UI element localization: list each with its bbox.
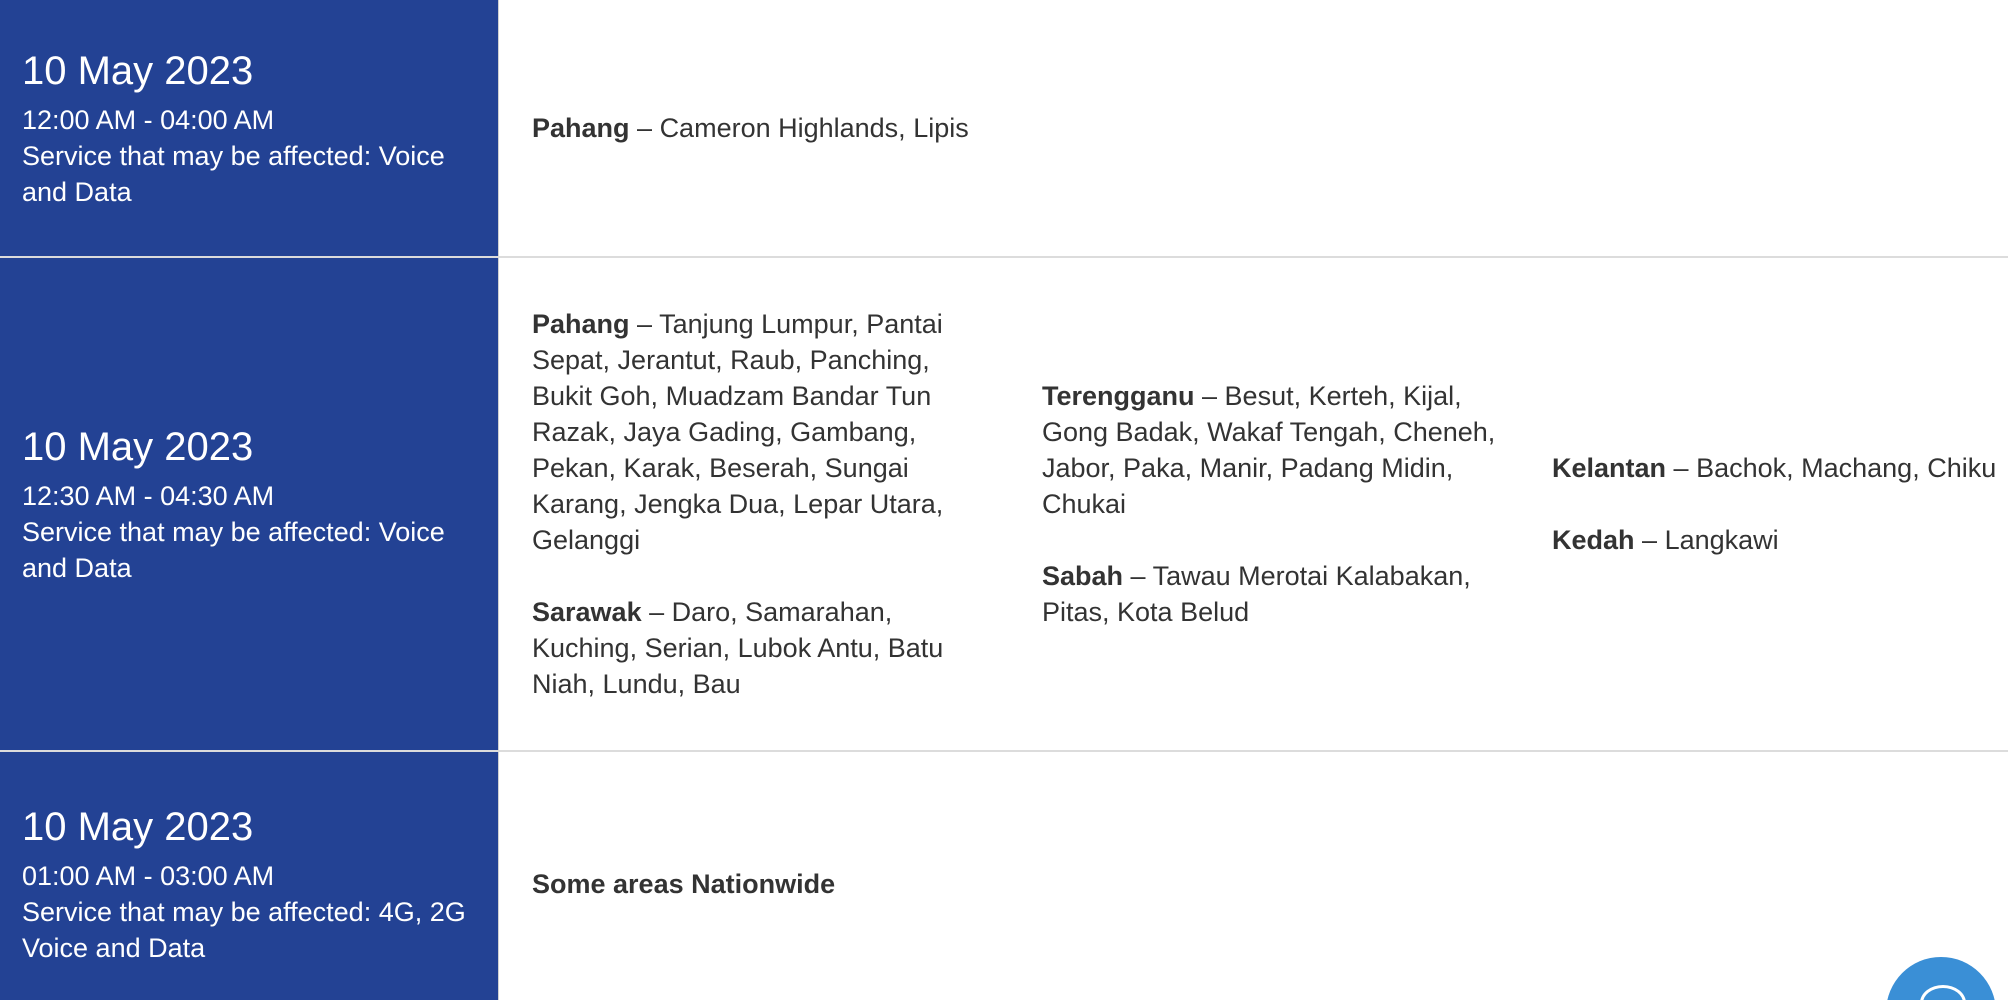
schedule-time: 12:00 AM - 04:00 AM	[22, 105, 275, 135]
nationwide-areas: Some areas Nationwide	[532, 869, 836, 899]
affected-service: Service that may be affected: 4G, 2G Voice and Data	[22, 897, 466, 963]
region-name: Sabah	[1042, 561, 1124, 591]
schedule-time-panel	[0, 0, 499, 256]
region-areas: Daro, Samarahan, Kuching, Serian, Lubok Antu, Batu Niah, Lundu, Bau	[532, 597, 944, 699]
area-column	[1552, 450, 2008, 558]
region-areas: Tawau Merotai Kalabakan, Pitas, Kota Belud	[1042, 561, 1471, 627]
schedule-row	[0, 752, 2008, 1000]
region-separator: –	[629, 113, 660, 143]
schedule-date: 10 May 2023	[22, 425, 254, 469]
schedule-time: 01:00 AM - 03:00 AM	[22, 861, 275, 891]
region-entry	[532, 594, 982, 702]
schedule-date: 10 May 2023	[22, 49, 254, 93]
region-areas: Langkawi	[1664, 525, 1779, 555]
region-name: Sarawak	[532, 597, 642, 627]
schedule-row	[0, 0, 2008, 258]
area-column	[1042, 378, 1552, 630]
affected-service: Service that may be affected: Voice and Data	[22, 517, 445, 583]
region-separator: –	[1666, 453, 1697, 483]
region-separator: –	[629, 309, 660, 339]
region-separator: –	[1634, 525, 1665, 555]
region-separator: –	[641, 597, 672, 627]
schedule-date: 10 May 2023	[22, 805, 254, 849]
area-column	[532, 110, 969, 146]
region-name: Kedah	[1552, 525, 1635, 555]
region-areas: Cameron Highlands, Lipis	[659, 113, 969, 143]
region-entry	[1552, 522, 2008, 558]
region-separator: –	[1123, 561, 1153, 591]
region-name: Pahang	[532, 113, 630, 143]
affected-service: Service that may be affected: Voice and Data	[22, 141, 445, 207]
region-areas: Tanjung Lumpur, Pantai Sepat, Jerantut, Raub, Panching, Bukit Goh, Muadzam Bandar Tun Razak, Jaya Gading, Gambang, Pekan, Karak, Beserah, Sungai Karang, Jengka Dua, Lepar Utara, Gelanggi	[532, 309, 944, 555]
schedule-row	[0, 258, 2008, 752]
schedule-time: 12:30 AM - 04:30 AM	[22, 481, 275, 511]
region-entry	[1552, 450, 2008, 486]
schedule-time-panel	[0, 752, 499, 1000]
region-areas: Bachok, Machang, Chiku	[1696, 453, 1997, 483]
region-entry	[532, 110, 969, 146]
region-separator: –	[1194, 381, 1225, 411]
area-column	[532, 306, 1042, 702]
region-entry	[1042, 558, 1512, 630]
region-name: Terengganu	[1042, 381, 1195, 411]
chat-bubble-icon	[1920, 985, 1966, 1000]
region-entry	[532, 306, 982, 558]
affected-areas	[499, 258, 2008, 750]
region-name: Kelantan	[1552, 453, 1667, 483]
region-entry	[1042, 378, 1512, 522]
affected-areas	[499, 0, 2008, 256]
schedule-time-panel	[0, 258, 499, 750]
region-areas: Besut, Kerteh, Kijal, Gong Badak, Wakaf Tengah, Cheneh, Jabor, Paka, Manir, Padang Midin, Chukai	[1042, 381, 1496, 519]
region-name: Pahang	[532, 309, 630, 339]
affected-areas	[499, 752, 2008, 1000]
